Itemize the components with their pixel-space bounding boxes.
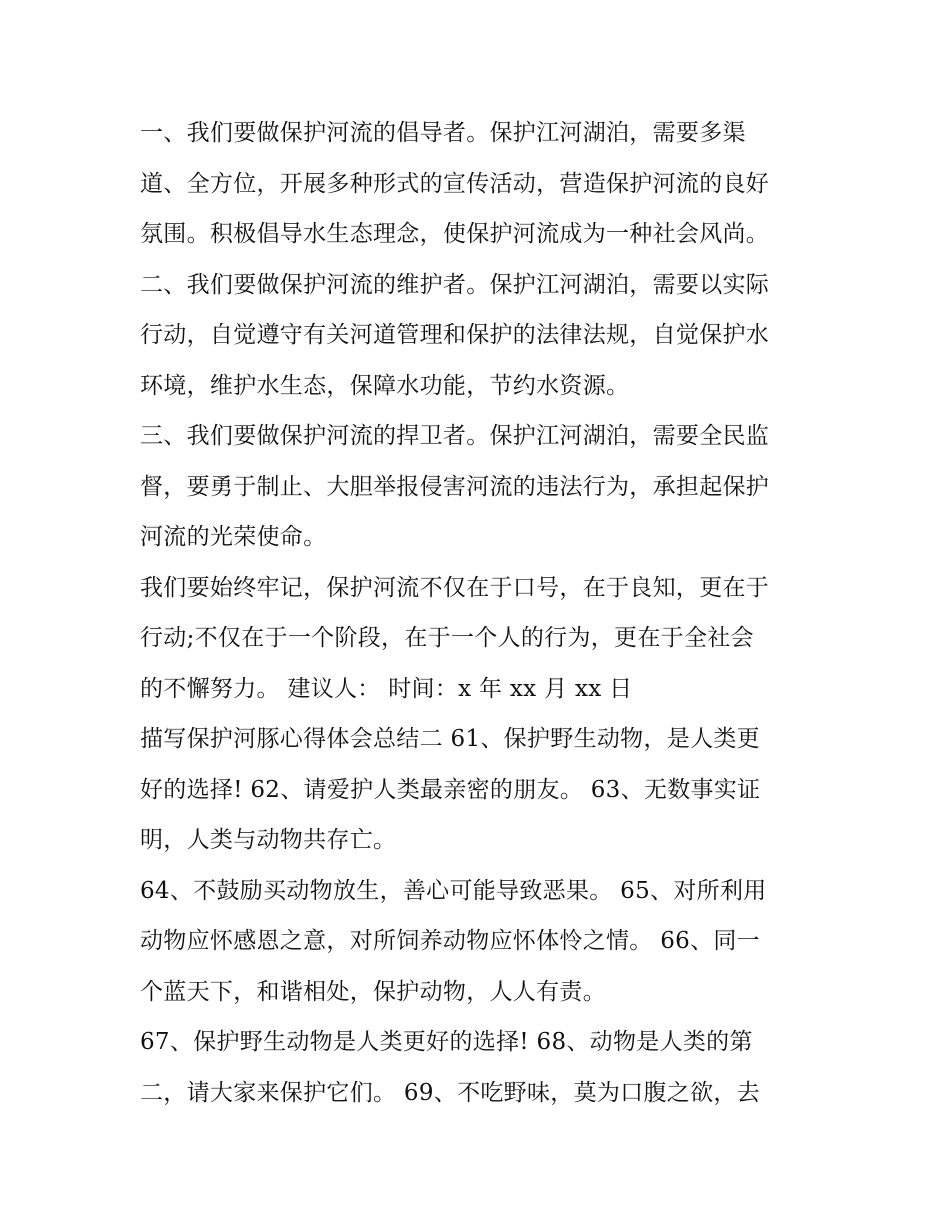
text-line: 河流的光荣使命。	[140, 524, 327, 550]
text-line: 环境，维护水生态，保障水功能，节约水资源。	[140, 372, 630, 399]
text-line: 行动;不仅在于一个阶段，在于一个人的行为，更在于全社会	[140, 625, 754, 651]
document-body	[140, 108, 820, 1118]
text-line: 督，要勇于制止、大胆举报侵害河流的违法行为，承担起保护	[140, 473, 770, 500]
text-line: 氛围。积极倡导水生态理念，使保护河流成为一种社会风尚。	[140, 221, 770, 247]
text-line: 二、我们要做保护河流的维护者。保护江河湖泊，需要以实际	[140, 271, 770, 298]
text-line: 道、全方位，开展多种形式的宣传活动，营造保护河流的良好	[140, 170, 770, 197]
text-line: 三、我们要做保护河流的捍卫者。保护江河湖泊，需要全民监	[140, 423, 770, 449]
text-line: 64、不鼓励买动物放生，善心可能导致恶果。 65、对所利用	[140, 877, 767, 904]
text-line: 动物应怀感恩之意，对所饲养动物应怀体怜之情。 66、同一	[140, 928, 760, 954]
text-line: 我们要始终牢记，保护河流不仅在于口号，在于良知，更在于	[140, 574, 770, 601]
text-line: 67、保护野生动物是人类更好的选择! 68、动物是人类的第	[140, 1029, 753, 1055]
text-line: 个蓝天下，和谐相处，保护动物，人人有责。	[140, 978, 606, 1005]
text-line: 二，请大家来保护它们。 69、不吃野味，莫为口腹之欲，去	[140, 1079, 760, 1106]
text-line: 的不懈努力。 建议人： 时间：x 年 xx 月 xx 日	[140, 675, 633, 702]
text-line: 明，人类与动物共存亡。	[140, 827, 397, 853]
text-line: 好的选择! 62、请爱护人类最亲密的朋友。 63、无数事实证	[140, 776, 761, 803]
text-line: 行动，自觉遵守有关河道管理和保护的法律法规，自觉保护水	[140, 322, 770, 348]
text-line: 描写保护河豚心得体会总结二 61、保护野生动物，是人类更	[140, 726, 760, 752]
text-line: 一、我们要做保护河流的倡导者。保护江河湖泊，需要多渠	[140, 120, 746, 146]
